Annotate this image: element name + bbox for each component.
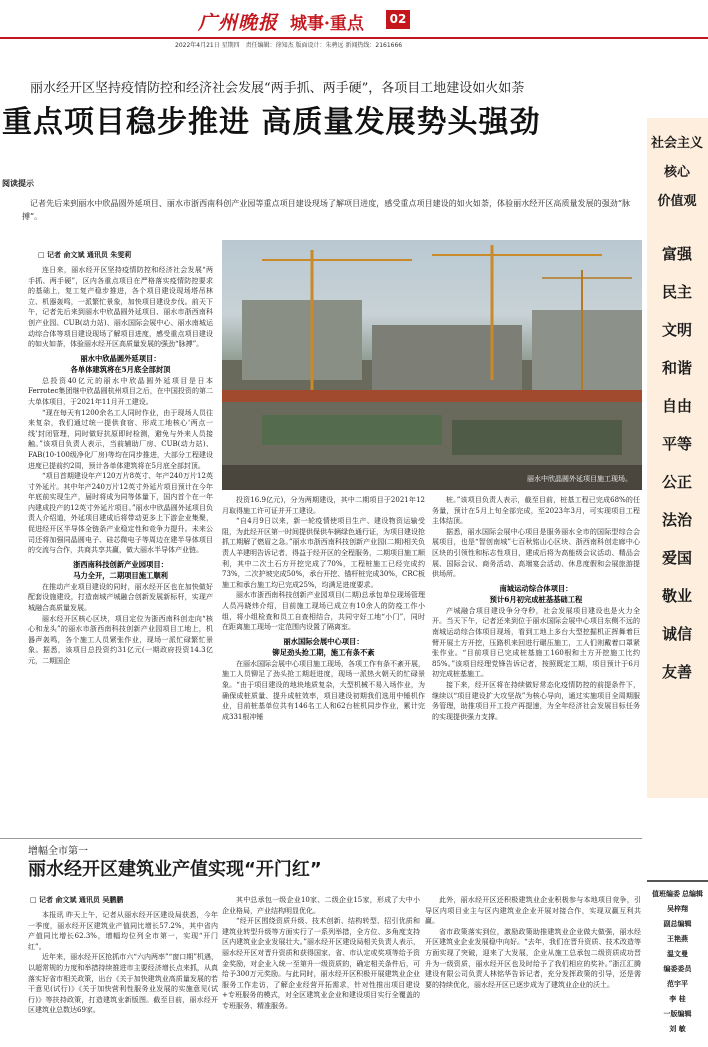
reading-tip-text: 记者先后来到丽水中欣晶圆外延项目、丽水市浙西南科创产业园等重点项目建设现场了解项目进度，感受重点项目建设的如火如荼，体验丽水经开区高质量发展的强劲“脉搏”。	[22, 199, 630, 221]
article1-column-3: 桩。”该项目负责人表示，截至目前，桩基工程已完成68%的任务量，预计在5月上旬全部完成，至2023年3月，可实现项目工程主体结顶。 据悉，丽水国际会展中心项目是服务丽水全市的国际型综合会展项目，也是“智创南城”七百秋铭山心区块、浙西南科创走廊中心区块的引领性和标志性项目，建成后将为高能级会议活动、精品会展、国际会议、商务活动、高端宴会活动、休息度假和会展旅游提供场所。 南城运动综合体项目： 预计6月初完成桩基基础工程 产城融合项目建设争分夺秒，社会发展项目建设也是火力全开。当天下午，记者还来到位于丽水国际会展中心项目东侧不远的南城运动综合体项目现场，看到工地上多台大型挖掘机正挥舞着巨臂开展土方开挖，压路机来回进行碾压施工，工人们则戴着口罩紧张作业。“目前项目已完成桩基施工160根和土方开挖施工比约85%。”该项目经理党锋告诉记者，按照既定工期，项目预计于6月初完成桩基施工。 接下来，经开区将在持续做好常态化疫情防控的前提条件下，继续以“项目建设扩大攻坚战”为核心导向，通过实施项目全周期服务管理，助推项目开工投产再提速，为全年经济社会发展目标任务的实现提供强力支撑。	[432, 496, 640, 721]
credits-row: 副总编辑	[663, 919, 692, 928]
article2-byline: □ 记者 俞文斌 通讯员 吴鹏鹏	[30, 896, 124, 904]
core-value-item: 友善	[661, 663, 692, 681]
article2-title: 丽水经开区建筑业产值实现“开门红”	[28, 859, 322, 880]
credits-row: 刘 敏	[669, 1024, 686, 1033]
core-values-list	[647, 243, 708, 682]
editor-line: 责任编辑：徐知杰 版面设计：朱骋远 新闻热线：2161666	[245, 42, 403, 49]
credits-row: 值班编委 总编辑	[652, 889, 703, 898]
credits-row: 一版编辑	[663, 1009, 692, 1018]
headline-main: 重点项目稳步推进 高质量发展势头强劲	[2, 105, 541, 140]
headline-kicker: 丽水经开区坚持疫情防控和经济社会发展“两手抓、两手硬”，各项目工地建设如火如荼	[30, 81, 525, 96]
construction-photo	[222, 240, 642, 490]
article2-column-2: 其中总承包一级企业10家、二级企业15家，形成了大中小企业格局，产业结构明显优化。 “经开区围绕资质升级、技术创新、结构转型、招引优质和建筑业转型升级等方面实行了一系列举措，全方位、多角度支持区内建筑业企业发展壮大。”丽水经开区建设局相关负责人表示，丽水经开区对晋升资质和获得国家、省、市认定或奖项等给予资金奖励，对企业入统一至第升一级资质的，确定相关条件后，可给予300万元奖励。与此同时，丽水经开区积极开展建筑业企业服务工作走访，了解企业经营开拓需求，针对性推出项目建设+专班服务的模式，对全区建筑业企业和建设项目实行全覆盖的专班服务、精准服务。	[222, 896, 420, 1010]
newspaper-logo: 广州晚报	[198, 12, 279, 34]
core-value-item: 公正	[661, 473, 692, 491]
core-value-item: 文明	[661, 321, 692, 339]
core-value-item: 敬业	[661, 587, 692, 605]
credits-row: 范宇平	[667, 979, 688, 988]
article2-column-3: 此外，丽水经开区还积极建筑业企业积极参与本地项目竞争，引导区内项目业主与区内建筑业企业开展对接合作，实现双赢互利共赢。 省市政策落实到位，激励政策助推建筑业企业做大做强，丽水经开区建筑业企业发展稳中向好。“去年，我们在晋升资质、技术改造等方面实现了突破，迎来了大发展，企业从施工总承包二级资质成功晋升为一级资质，丽水经开区也及时给予了我们相应的奖补。”浙江汇腾建设有限公司负责人林铭华告诉记者，充分发挥政策的引导，还是需要的持续优化，丽水经开区已逐步成为了建筑业企业的沃土。	[425, 896, 641, 989]
core-value-item: 爱国	[661, 549, 692, 567]
reading-tip	[0, 178, 640, 225]
masthead	[198, 8, 508, 36]
core-value-item: 诚信	[661, 625, 692, 643]
masthead-info	[175, 40, 402, 49]
page-number-badge: 02	[386, 10, 410, 29]
core-value-item: 和谐	[661, 359, 692, 377]
credits-row: 王艳燕	[667, 934, 688, 943]
core-value-item: 法治	[661, 511, 692, 529]
article2-column-1: 本报讯 昨天上午，记者从丽水经开区建设局获悉，今年一季度，丽水经开区建筑业产值同比增长57.2%，其中省内产值同比增长62.3%，增幅均位列全市第一，实现“开门红”。 近年来，丽水经开区抢抓市六“六内两率”“窗口期”机遇，以超常规的力度和举措持续推进市主要经济增长点来抓，从真落实好省市相关政策，出台《关于加快建筑业高质量发展的若干意见(试行)》《关于加快营利性服务业发展的实施意见(试行)》等扶持政策，打造建筑业新版图。截至目前，丽水经开区建筑业总数达69家。	[28, 911, 218, 1015]
credits-box	[647, 880, 708, 1045]
core-value-item: 民主	[661, 283, 692, 301]
core-value-item: 自由	[661, 397, 692, 415]
photo-caption: 丽水中欣晶圆外延项目施工现场。	[527, 475, 632, 483]
core-values-sidebar	[647, 118, 708, 798]
article1-column-1: 连日来，丽水经开区坚持疫情防控和经济社会发展“两手抓、两手硬”，区内各重点项目在严格落实疫情防控要求的基础上，复工复产稳步推进，各个项目建设现场塔吊林立、机器轰鸣，一派繁忙景象，加快项目建设步伐。前天下午，记者先后来到丽水中欣晶圆外延项目、丽水市浙西南科创产业园、CUB(动力站)、丽水国际会展中心、丽水南城运动综合体等项目建设现场了解项目进度，感受重点项目建设的如火如荼，体验丽水经开区高质量发展的强劲“脉搏”。 丽水中欣晶圆外延项目： 各单体建筑将在5月底全部封顶 总投资40亿元的丽水中欣晶圆外延项目是日本Ferrotec集团继中欣晶圆杭州项目之后，在中国投资的第二大单体项目，于2021年11月开工建设。 “现在每天有1200余名工人同时作业，由于现场人员往来复杂，我们通过统一提供食宿、形成工地核心‘两点一线’封闭管理，同时做好抗原即时检测，避免与外来人员接触。”该项目负责人表示，当前辅助厂房、CUB(动力站)、FAB(10-100级净化厂房)等均在同步推进，大部分工程建设进度已提前约2周，预计各单体建筑将在5月底全部封顶。 “项目首期建设年产120万片8英寸、年产240万片12英寸外延片。其中年产240万片12英寸外延片项目预计在今年年底前实现生产，届时将成为同等体量下，国内首个在一年内建成投产的12英寸外延片项目。”丽水中欣晶圆外延项目负责人介绍道，外延项目建成后将带动更多上下游企业集聚，促进经开区半导体全链条产业稳定性和竞争力提升。未来公司还将加强同晶圆电子、硅芯微电子等周边在建半导体项目的交流与合作，共商共享共赢，做大丽水半导体产业链。 浙西南科技创新产业园项目： 马力全开，二期项目施工顺利 在推动产业项目建设的同时，丽水经开区也在加快做好配套设施建设，打造南城产城融合创新发展新标杆，实现产城融合高质量发展。 丽水经开区核心区块，项目定位为浙西南科创走向“核心和龙头”的丽水市浙西南科技创新产业园项目工地上，机器声轰鸣，各个施工人员紧张作业，现场一派忙碌繁忙景象。据悉，该项目总投资约31亿元(一期政府投资14.3亿元，二期国企	[28, 266, 213, 665]
core-value-item: 平等	[661, 435, 692, 453]
section-title: 城事·重点	[290, 14, 364, 34]
credits-row: 李 桂	[669, 994, 686, 1003]
core-value-item: 富强	[661, 245, 692, 263]
construction-site-image	[222, 240, 642, 490]
credits-row: 编委委员	[663, 964, 692, 973]
masthead-rule	[0, 37, 708, 39]
reading-tip-label: 阅读提示	[2, 179, 34, 188]
credits-row: 吴梓翔	[667, 904, 688, 913]
credits-list	[647, 886, 708, 1036]
credits-row: 温文曼	[667, 949, 688, 958]
article1-byline: □ 记者 俞文斌 通讯员 朱雯莉	[38, 251, 132, 259]
article2-kicker: 增幅全市第一	[28, 846, 88, 857]
date-line: 2022年4月21日 星期四	[175, 42, 240, 49]
core-values-title: 社会主义 核心 价值观	[650, 136, 703, 209]
article2-divider	[0, 838, 642, 839]
article1-column-2: 投资16.9亿元)，分为两期建设，其中二期项目于2021年12月取得施工许可证并开工建设。 “自4月9日以来，新一轮疫情使项目生产、建设物资运输受阻，为此经开区第一时间提供保供车辆绿色通行证，为项目建设抢抓工期解了燃眉之急。”丽水市浙西南科技创新产业园(二期)相关负责人羊建明告诉记者，得益于经开区的全程服务，二期项目施工顺利，其中二次土石方开挖完成了70%，工程桩施工已经完成约73%，二次护坡完成50%，承台开挖、锚杆桩完成30%，CRC板施工和承台施工均已完成25%，均满足进度要求。 丽水市浙西南科技创新产业园项目(二期)总承包单位现场管理人员冯晓炜介绍，目前施工现场已成立有10余人的防疫工作小组，将小组检查和员工自查相结合，共同守好工地“小门”，同时在距离施工现场一定范围内设置了隔离室。 丽水国际会展中心项目： 铆足劲头抢工期，施工有条不紊 在丽水国际会展中心项目施工现场，各项工作有条不紊开展，施工人员铆足了劲头抢工期赶进度，现场一派热火朝天的忙碌景象。“由于项目建设的地块地质复杂，大型机械不易入场作业，为确保成桩质量、提升成桩效率，项目建设初期我们选用中锤机作业，目前桩基单位共有146名工人和62台桩机同步作业，累计完成331根冲锤	[222, 496, 425, 721]
